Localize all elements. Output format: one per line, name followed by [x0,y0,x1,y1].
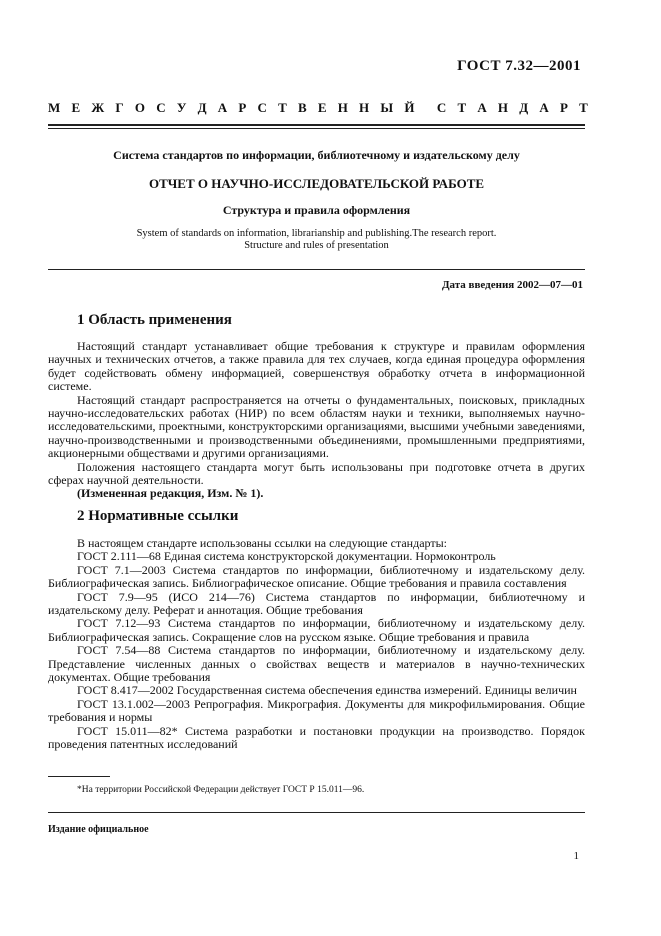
title-main: ОТЧЕТ О НАУЧНО-ИССЛЕДОВАТЕЛЬСКОЙ РАБОТЕ [148,176,485,191]
section-2-body [48,537,585,752]
section-1-heading: 1 Область применения [77,312,232,328]
footnote: *На территории Российской Федерации действует ГОСТ Р 15.011—96. [77,785,365,795]
amendment-note: (Измененная редакция, Изм. № 1). [77,486,264,501]
reference-item: ГОСТ 7.12—93 Система стандартов по информации, библиотечному и издательскому делу. Библиографическая запись. Сокращение слов на русском языке. Общие требования и правила [48,616,585,644]
title-sub: Структура и правила оформления [222,203,411,217]
official-edition-label: Издание официальное [48,824,149,835]
section-1-body [48,340,585,501]
footer-rule [48,812,585,813]
reference-item: ГОСТ 15.011—82* Система разработки и постановки продукции на производство. Порядок проведения патентных исследований [48,723,585,752]
gost-number: ГОСТ 7.32—2001 [457,58,581,74]
interstate-standard-label: М Е Ж Г О С У Д А Р С Т В Е Н Н Ы Й С Т А Н Д А Р Т [48,100,588,115]
reference-item: ГОСТ 7.1—2003 Система стандартов по информации, библиотечному и издательскому делу. Библиографическая запись. Библиографическое описание. Общие требования и правила составления [48,562,585,591]
paragraph: Положения настоящего стандарта могут быть использованы при подготовке отчета в других сферах научной деятельности. [48,459,585,488]
section-2-heading: 2 Нормативные ссылки [77,508,239,524]
footnote-rule [48,776,110,777]
header-rule-bottom [48,128,585,129]
title-system: Система стандартов по информации, библиотечному и издательскому делу [113,148,520,162]
title-english [48,228,585,252]
page-number: 1 [573,850,579,862]
reference-item: ГОСТ 7.9—95 (ИСО 214—76) Система стандартов по информации, библиотечному и издательскому делу. Реферат и аннотация. Общие требования [48,589,585,618]
paragraph: В настоящем стандарте использованы ссылки на следующие стандарты: [77,536,448,550]
title-english-line1: System of standards on information, librarianship and publishing.The research report. [136,228,497,239]
reference-item: ГОСТ 8.417—2002 Государственная система обеспечения единства измерений. Единицы величин [77,683,577,698]
paragraph: Настоящий стандарт распространяется на отчеты о фундаментальных, поисковых, прикладных научно-исследовательских работах (НИР) по всем областям науки и техники, выполняемых научно-исследовательскими, проектными, конструкторскими организациями, высшими учебными заведениями, научно-производственными и производственными объединениями, промышленными предприятиями, акционерными обществами и другими организациями. [48,392,585,461]
reference-item: ГОСТ 7.54—88 Система стандартов по информации, библиотечному и издательскому делу. Представление численных данных о свойствах веществ и материалов в научно-технических документах. Общие требования [48,643,585,685]
title-rule [48,269,585,270]
reference-item: ГОСТ 13.1.002—2003 Репрография. Микрография. Документы для микрофильмирования. Общие требования и нормы [48,696,585,725]
reference-item: ГОСТ 2.111—68 Единая система конструкторской документации. Нормоконтроль [77,549,496,564]
header-rule-top [48,124,585,126]
paragraph: Настоящий стандарт устанавливает общие требования к структуре и правилам оформления научных и технических отчетов, а также правила для тех случаев, когда единая процедура оформления будет содействовать обмену информацией, совершенствуя обработку отчета в информационной системе. [48,339,585,394]
introduction-date: Дата введения 2002—07—01 [441,279,583,291]
title-english-line2: Structure and rules of presentation [244,240,389,251]
